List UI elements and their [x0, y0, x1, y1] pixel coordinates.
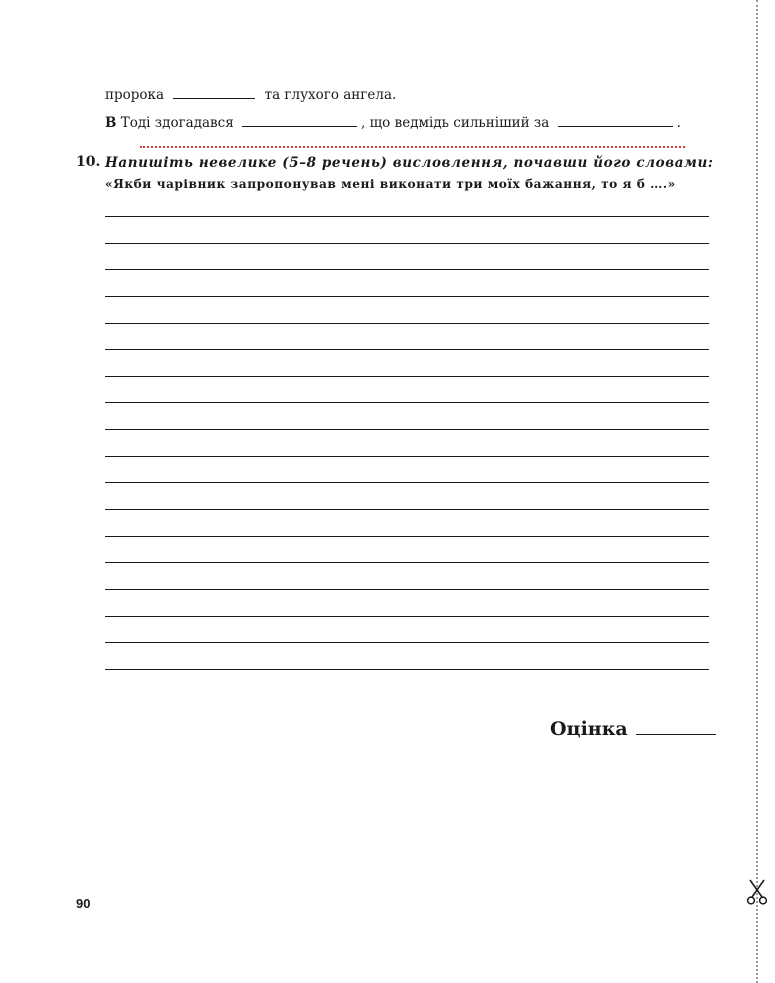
line1-text-end: та глухого ангела. — [264, 87, 397, 103]
writing-line[interactable] — [105, 402, 709, 429]
line2-text-start: Тоді здогадався — [120, 115, 234, 131]
writing-line[interactable] — [105, 296, 709, 323]
fill-in-line-2 — [105, 114, 681, 131]
writing-line[interactable] — [105, 349, 709, 376]
writing-line[interactable] — [105, 429, 709, 456]
blank-field-2[interactable] — [242, 114, 357, 127]
fill-in-line-1 — [105, 86, 396, 103]
writing-line[interactable] — [105, 509, 709, 536]
writing-line[interactable] — [105, 562, 709, 589]
grade-blank-field[interactable] — [636, 718, 716, 735]
scissors-icon — [745, 878, 769, 906]
writing-line[interactable] — [105, 456, 709, 483]
task-quote: «Якби чарівник запропонував мені виконати три моїх бажання, то я б ….» — [105, 177, 676, 191]
writing-line[interactable] — [105, 269, 709, 296]
task-instruction: Напишіть невелике (5–8 речень) висловлення, почавши його словами: — [105, 155, 714, 171]
blank-field-1[interactable] — [173, 86, 255, 99]
grade-section — [550, 718, 716, 740]
task-number: 10. — [76, 154, 101, 170]
option-letter: В — [105, 115, 117, 131]
line2-text-end: . — [676, 115, 681, 131]
writing-line[interactable] — [105, 589, 709, 616]
writing-line[interactable] — [105, 642, 709, 669]
writing-line[interactable] — [105, 482, 709, 509]
blank-field-3[interactable] — [558, 114, 673, 127]
line1-text-start: пророка — [105, 87, 165, 103]
writing-line[interactable] — [105, 616, 709, 643]
writing-line[interactable] — [105, 323, 709, 350]
writing-line[interactable] — [105, 376, 709, 403]
writing-line[interactable] — [105, 669, 709, 696]
writing-line[interactable] — [105, 243, 709, 270]
writing-area[interactable] — [105, 216, 709, 696]
page-number: 90 — [76, 896, 91, 911]
line2-text-mid: , що ведмідь сильніший за — [361, 115, 550, 131]
grade-label: Оцінка — [550, 718, 628, 740]
red-dotted-divider — [140, 146, 685, 148]
writing-line[interactable] — [105, 216, 709, 243]
writing-line[interactable] — [105, 536, 709, 563]
cut-line — [756, 0, 758, 983]
